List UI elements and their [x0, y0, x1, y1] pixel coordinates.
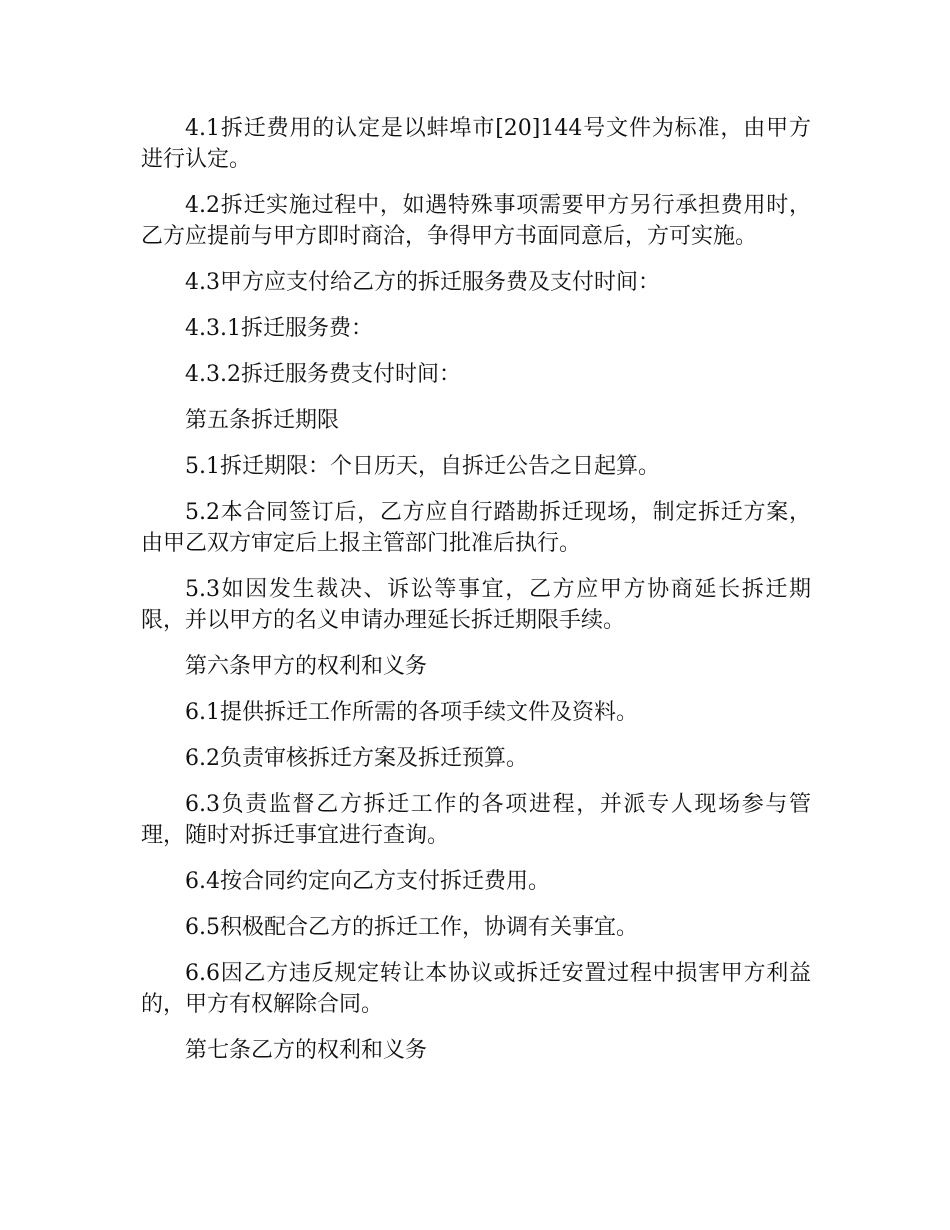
article-5-heading: 第五条拆迁期限: [185, 408, 340, 433]
clause-6-3: 6.3负责监督乙方拆迁工作的各项进程，并派专人现场参与管理，随时对拆迁事宜进行查询。: [141, 792, 811, 848]
clause-6-6: 6.6因乙方违反规定转让本协议或拆迁安置过程中损害甲方利益的，甲方有权解除合同。: [141, 961, 811, 1017]
clause-4-1: 4.1拆迁费用的认定是以蚌埠市[20]144号文件为标准，由甲方进行认定。: [141, 116, 811, 172]
clause-4-2: 4.2拆迁实施过程中，如遇特殊事项需要甲方另行承担费用时，乙方应提前与甲方即时商洽，争得甲方书面同意后，方可实施。: [141, 193, 811, 249]
clause-5-3: 5.3如因发生裁决、诉讼等事宜，乙方应甲方协商延长拆迁期限，并以甲方的名义申请办理延长拆迁期限手续。: [141, 577, 811, 633]
clause-4-3-2: 4.3.2拆迁服务费支付时间：: [185, 362, 461, 387]
document-body: [141, 113, 811, 1081]
clause-4-3-1: 4.3.1拆迁服务费：: [185, 316, 373, 341]
clause-4-3: 4.3甲方应支付给乙方的拆迁服务费及支付时间：: [185, 270, 660, 295]
article-7-heading: 第七条乙方的权利和义务: [185, 1038, 428, 1063]
clause-6-5: 6.5积极配合乙方的拆迁工作，协调有关事宜。: [185, 915, 638, 940]
clause-6-1: 6.1提供拆迁工作所需的各项手续文件及资料。: [185, 700, 638, 725]
clause-5-1: 5.1拆迁期限：个日历天，自拆迁公告之日起算。: [185, 454, 660, 479]
clause-5-2: 5.2本合同签订后，乙方应自行踏勘拆迁现场，制定拆迁方案，由甲乙双方审定后上报主管部门批准后执行。: [141, 500, 811, 556]
clause-6-4: 6.4按合同约定向乙方支付拆迁费用。: [185, 869, 550, 894]
article-6-heading: 第六条甲方的权利和义务: [185, 654, 428, 679]
clause-6-2: 6.2负责审核拆迁方案及拆迁预算。: [185, 746, 528, 771]
